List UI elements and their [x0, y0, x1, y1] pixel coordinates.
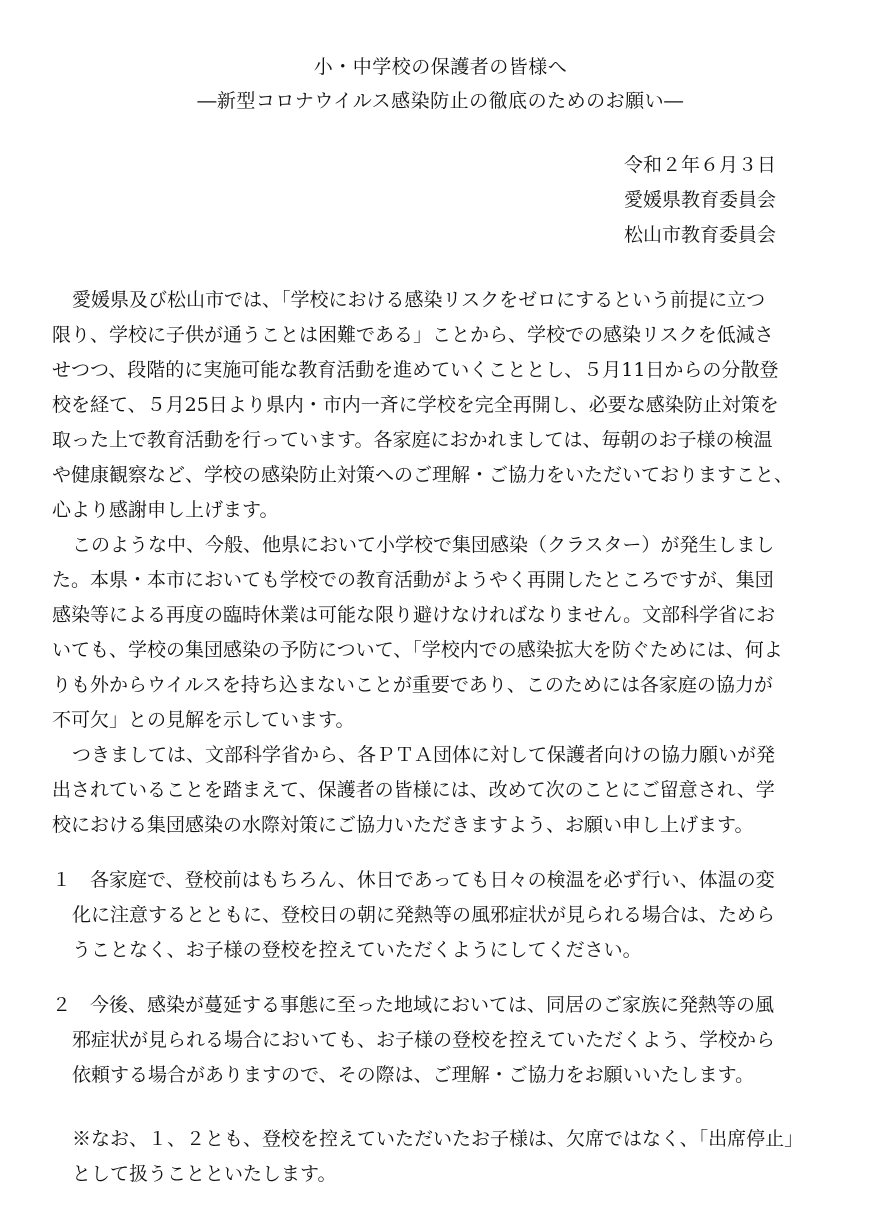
paragraph-1-line: 愛媛県及び松山市では、「学校における感染リスクをゼロにするという前提に立つ: [72, 289, 766, 311]
paragraph-2-line: りも外からウイルスを持ち込まないことが重要であり、このためには各家庭の協力が: [52, 674, 773, 696]
paragraph-2-line: た。本県・本市においても学校での教育活動がようやく再開したところですが、集団: [52, 569, 774, 591]
sender-block: [624, 148, 776, 253]
paragraph-1-line: 心より感謝申し上げます。: [52, 499, 279, 521]
note-line: として扱うことといたします。: [72, 1163, 337, 1185]
request-item-1-line: うことなく、お子様の登校を控えていただくようにしてください。: [72, 939, 642, 961]
request-item-1-line: 化に注意するとともに、登校日の朝に発熱等の風邪症状が見られる場合は、ためら: [72, 904, 776, 926]
issue-date: 令和２年６月３日: [624, 154, 777, 176]
paragraph-2-line: このような中、今般、他県において小学校で集団感染（クラスター）が発生しまし: [72, 534, 775, 556]
request-item-2-line: 邪症状が見られる場合においても、お子様の登校を控えていただくよう、学校から: [72, 1029, 776, 1051]
paragraph-3-line: つきましては、文部科学省から、各ＰＴＡ団体に対して保護者向けの協力願いが発: [72, 744, 776, 766]
sender-org-matsuyama: 松山市教育委員会: [624, 224, 777, 246]
paragraph-2-line: 不可欠」との見解を示しています。: [52, 709, 355, 731]
document-title: [0, 50, 881, 118]
paragraph-1-line: 取った上で教育活動を行っています。各家庭におかれましては、毎朝のお子様の検温: [52, 429, 773, 451]
title-line-1: 小・中学校の保護者の皆様へ: [313, 56, 568, 78]
title-line-2: ―新型コロナウイルス感染防止の徹底のためのお願い―: [197, 90, 684, 112]
paragraph-2-line: 感染等による再度の臨時休業は可能な限り避けなければなりません。文部科学省にお: [52, 604, 776, 626]
paragraph-3-line: 出されていることを踏まえて、保護者の皆様には、改めて次のことにご留意され、学: [52, 779, 775, 801]
note-line: ※なお、１、２とも、登校を控えていただいたお子様は、欠席ではなく、「出席停止」: [72, 1128, 804, 1150]
request-item-2-line: 依頼する場合がありますので、その際は、ご理解・ご協力をお願いいたします。: [72, 1064, 755, 1086]
request-item-2-line: ２ 今後、感染が蔓延する事態に至った地域においては、同居のご家族に発熱等の風: [52, 994, 775, 1016]
paragraph-1-line: や健康観察など、学校の感染防止対策へのご理解・ご協力をいただいておりますこと、: [52, 464, 794, 486]
paragraph-3-line: 校における集団感染の水際対策にご協力いただきますよう、お願い申し上げます。: [52, 814, 754, 836]
paragraph-2-line: いても、学校の集団感染の予防について、「学校内での感染拡大を防ぐためには、何よ: [52, 639, 783, 661]
paragraph-1-line: せつつ、段階的に実施可能な教育活動を進めていくこととし、５月11日からの分散登: [52, 359, 779, 381]
request-item-1-line: １ 各家庭で、登校前はもちろん、休日であっても日々の検温を必ず行い、体温の変: [52, 869, 775, 891]
paragraph-1-line: 校を経て、５月25日より県内・市内一斉に学校を完全再開し、必要な感染防止対策を: [52, 394, 779, 416]
paragraph-1-line: 限り、学校に子供が通うことは困難である」ことから、学校での感染リスクを低減さ: [52, 324, 774, 346]
sender-org-ehime: 愛媛県教育委員会: [624, 189, 777, 211]
